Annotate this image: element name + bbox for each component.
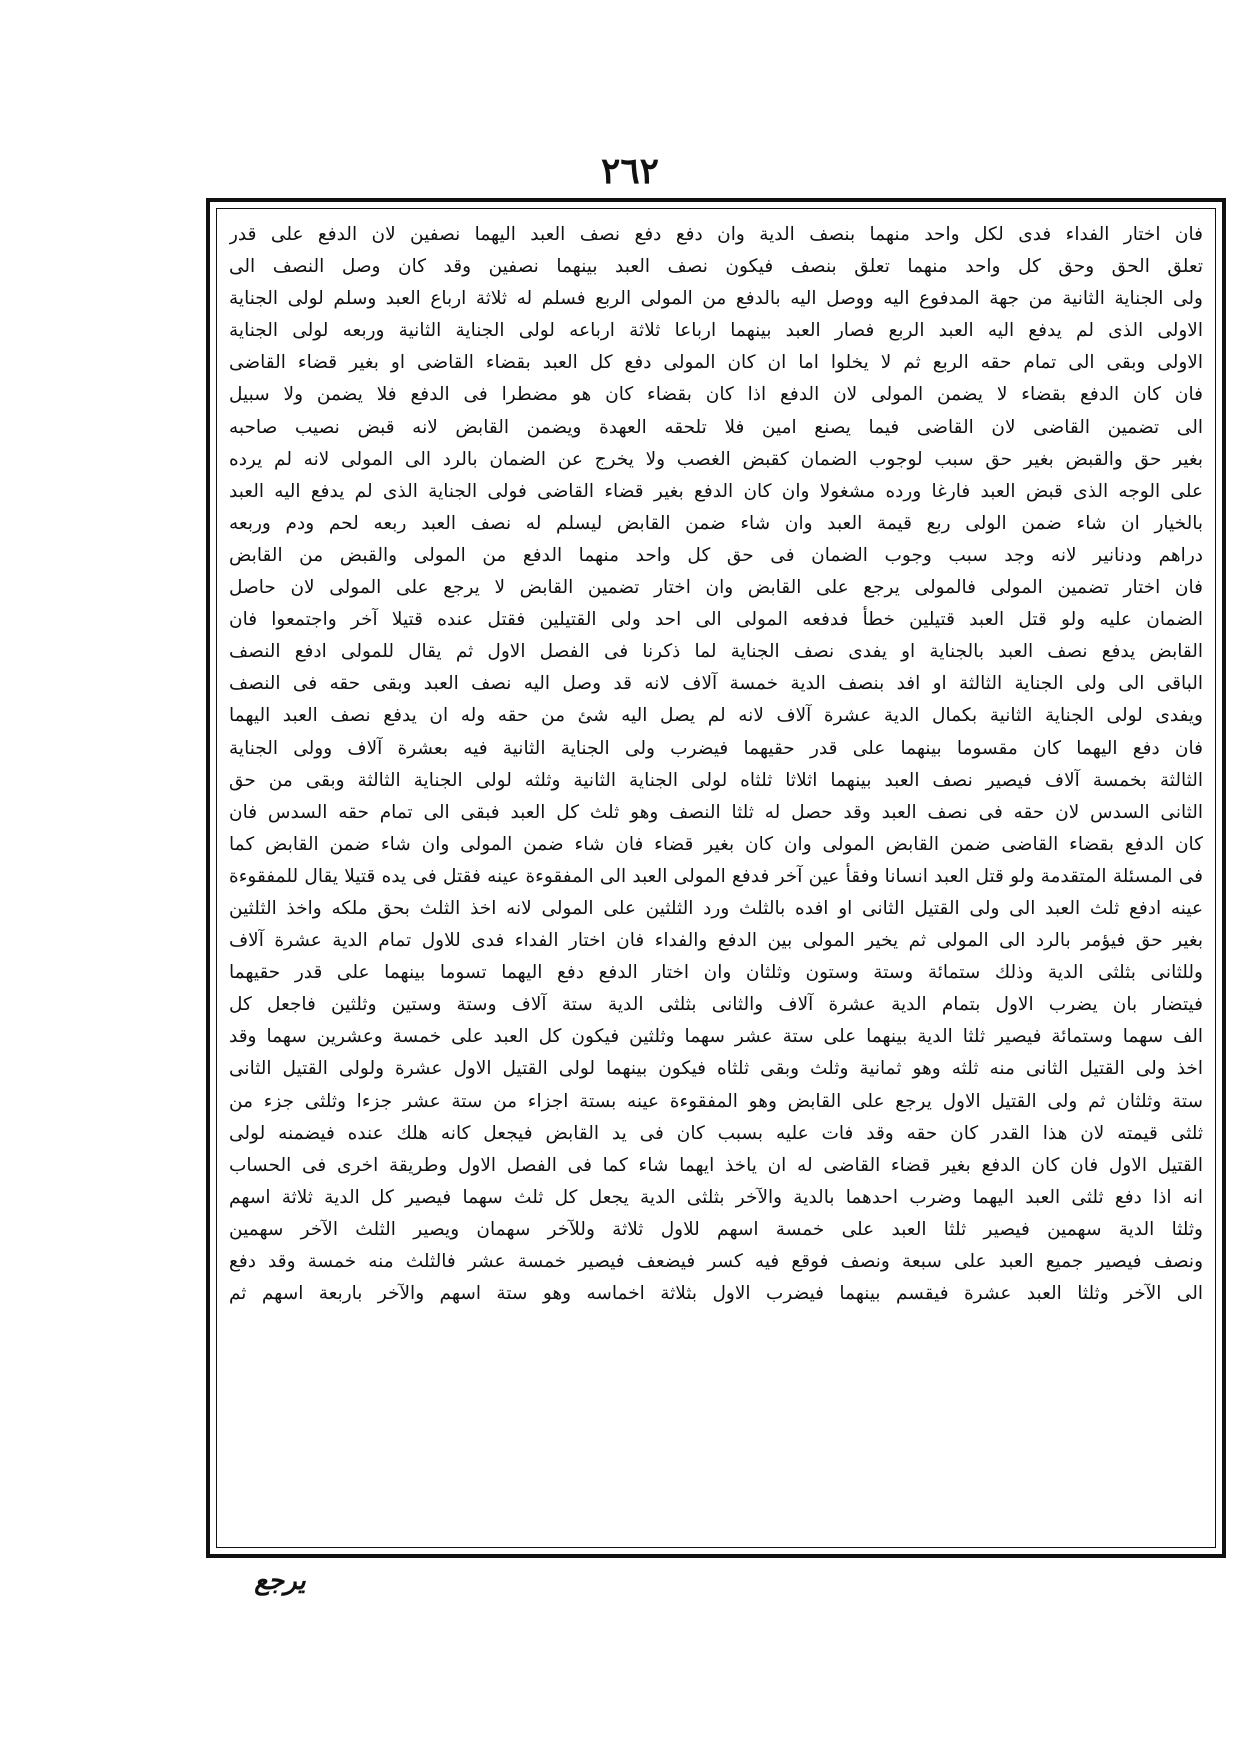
page-border-outer [206, 198, 1226, 1558]
text-line: اخذ ولى القتيل الثانى منه ثلثه وهو ثمانية وثلث وبقى ثلثاه فيكون بينهما لولى القتيل الاول عشرة ولولى القتيل الثانى [229, 1058, 1203, 1080]
text-line: انه اذا دفع ثلثى العبد اليهما وضرب احدهما بالدية والآخر بثلثى الدية يجعل كل ثلث سهما فيصير كل الدية ثلاثة اسهم [229, 1186, 1203, 1208]
text-line: فان كان الدفع بقضاء لا يضمن المولى لان الدفع اذا كان بقضاء كان هو مضطرا فى الدفع فلا يضمن ولا سبيل [229, 384, 1203, 406]
text-line: وثلثا الدية سهمين فيصير ثلثا العبد على خمسة اسهم للاول ثلاثة وللآخر سهمان ويصير الثلث الآخر سهمين [229, 1218, 1203, 1240]
page-border-inner [216, 208, 1216, 1548]
text-body [229, 219, 1203, 1310]
text-line: عينه ادفع ثلث العبد الى ولى القتيل الثانى او افده بالثلث ورد الثلثين على المولى لانه اخذ الثلث بحق ملكه واخذ الثلثين [229, 897, 1203, 919]
text-line: فى المسئلة المتقدمة ولو قتل العبد انسانا وفقأ عين آخر فدفع المولى العبد الى المفقوءة عينه فقتل فى يده قتيلا يقال للمفقوءة [229, 865, 1203, 887]
text-line: القتيل الاول فان كان الدفع بغير قضاء القاضى له ان ياخذ ايهما شاء كما فى الفصل الاول وطريقة اخرى فى الحساب [229, 1154, 1203, 1176]
text-line: كان الدفع بقضاء القاضى ضمن القابض المولى وان كان بغير قضاء فان شاء ضمن المولى وان شاء ضمن القابض كما [229, 833, 1203, 855]
text-line: الف سهما وستمائة فيصير ثلثا الدية بينهما على ستة عشر سهما وثلثين فيكون كل العبد على خمسة وعشرين سهما وقد [229, 1026, 1203, 1048]
text-line: تعلق الحق وحق كل واحد منهما تعلق بنصف فيكون نصف العبد بينهما نصفين وقد كان وصل النصف الى [229, 256, 1203, 278]
text-line: بغير حق فيؤمر بالرد الى المولى ثم يخير المولى بين الدفع والفداء فان اختار الفداء فدى للاول تمام الدية عشرة آلاف [229, 930, 1203, 952]
catchword: يرجع [254, 1566, 306, 1596]
text-line: دراهم ودنانير لانه وجد سبب وجوب الضمان فى حق كل واحد منهما الدفع من المولى والقبض من القابض [229, 544, 1203, 566]
text-line: الثالثة بخمسة آلاف فيصير نصف العبد بينهما اثلاثا ثلثاه لولى الجناية الثانية وثلثه لولى الجناية الثالثة وبقى من حق [229, 769, 1203, 791]
text-line: وللثانى بثلثى الدية وذلك ستمائة وستة وستون وثلثان وان اختار الدفع دفع اليهما تسوما بينهما على قدر حقيهما [229, 962, 1203, 984]
page-number: ٢٦٢ [600, 150, 659, 192]
text-line: ونصف فيصير جميع العبد على سبعة ونصف فوقع فيه كسر فيضعف فيصير خمسة عشر فالثلث منه خمسة وقد دفع [229, 1251, 1203, 1272]
text-line: الى الآخر وثلثا العبد عشرة فيقسم بينهما فيضرب الاول بثلاثة اخماسه وهو ستة اسهم والآخر باربعة اسهم ثم [229, 1283, 1203, 1305]
text-line: ثلثى قيمته لان هذا القدر كان حقه وقد فات عليه بسبب كان فى يد القابض فيجعل كانه هلك عنده فيضمنه لولى [229, 1122, 1203, 1144]
text-line: الى تضمين القاضى لان القاضى فيما يصنع امين فلا تلحقه العهدة ويضمن القابض لانه قبض نصيب صاحبه [229, 416, 1203, 438]
text-line: القابض يدفع نصف العبد بالجناية او يفدى نصف الجناية لما ذكرنا فى الفصل الاول ثم يقال للمولى ادفع النصف [229, 641, 1203, 663]
text-line: الضمان عليه ولو قتل العبد قتيلين خطأ فدفعه المولى الى احد ولى القتيلين فقتل عنده قتيلا آخر واجتمعوا فان [229, 609, 1203, 631]
text-line: فيتضار بان يضرب الاول بتمام الدية عشرة آلاف والثانى بثلثى الدية ستة آلاف وستة وستين وثلثين فاجعل كل [229, 994, 1203, 1016]
text-line: فان اختار الفداء فدى لكل واحد منهما بنصف الدية وان دفع دفع نصف العبد اليهما نصفين لان الدفع على قدر [229, 224, 1203, 245]
text-line: الثانى السدس لان حقه فى نصف العبد وقد حصل له ثلثا النصف وهو ثلث كل العبد فبقى الى تمام حقه السدس فان [229, 801, 1203, 823]
text-line: الاولى وبقى الى تمام حقه الربع ثم لا يخلوا اما ان كان المولى دفع كل العبد بقضاء القاضى او بغير قضاء القاضى [229, 352, 1203, 374]
text-line: بغير حق والقبض بغير حق سبب لوجوب الضمان كقبض الغصب ولا يخرج عن الضمان بالرد الى المولى لانه لم يرده [229, 448, 1203, 470]
text-line: الباقى الى ولى الجناية الثالثة او افد بنصف الدية خمسة آلاف لانه قد وصل اليه نصف العبد وبقى حقه فى النصف [229, 673, 1203, 695]
text-line: ولى الجناية الثانية من جهة المدفوع اليه ووصل اليه بالدفع من المولى الربع فسلم له ثلاثة ارباع العبد وسلم لولى الجناية [229, 288, 1203, 310]
text-line: بالخيار ان شاء ضمن الولى ربع قيمة العبد وان شاء ضمن القابض ليسلم له نصف العبد ربعه لحم ودم وربعه [229, 512, 1203, 534]
text-line: على الوجه الذى قبض العبد فارغا ورده مشغولا وان كان الدفع بغير قضاء القاضى فولى الجناية الذى لم يدفع اليه العبد [229, 480, 1203, 502]
text-line: فان دفع اليهما كان مقسوما بينهما على قدر حقيهما فيضرب ولى الجناية الثانية فيه بعشرة آلاف وولى الجناية [229, 737, 1203, 759]
text-line: ستة وثلثان ثم ولى القتيل الاول يرجع على القابض وهو المفقوءة عينه بستة اجزاء من ستة عشر جزءا وثلثى جزء من [229, 1090, 1203, 1112]
text-line: الاولى الذى لم يدفع اليه العبد الربع فصار العبد بينهما ارباعا ثلاثة ارباعه لولى الجناية الثانية وربعه لولى الجناية [229, 320, 1203, 342]
text-line: ويفدى لولى الجناية الثانية بكمال الدية عشرة آلاف لانه لم يصل اليه شئ من حقه وله ان يدفع نصف العبد اليهما [229, 705, 1203, 727]
text-line: فان اختار تضمين المولى فالمولى يرجع على القابض وان اختار تضمين القابض لا يرجع على المولى لان حاصل [229, 577, 1203, 599]
